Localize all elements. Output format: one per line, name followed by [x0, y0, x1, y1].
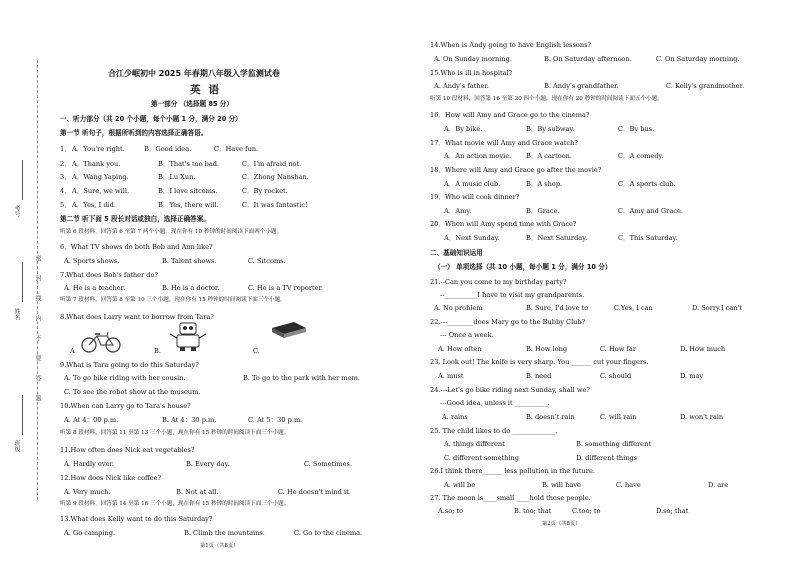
- question-23-stem: 23. Look out! The knife is very sharp. You ______ cut your fingers.: [430, 358, 649, 366]
- question-11-stem: 11.How often does Nick eat vegetables?: [60, 446, 195, 454]
- option-c: C. Kelly's grandmother.: [666, 82, 745, 90]
- question-21-stem: 21.--Can you come to my birthday party?: [430, 278, 567, 286]
- option-a: A. How often: [438, 345, 482, 353]
- listening-note-10: 听第 10 段材料，回答第 16 至第 20 四个小题，现在你有 20 秒钟的时间阅读下面五个小题。: [430, 96, 663, 102]
- option-d: D. How much: [680, 345, 726, 353]
- option-a: A. Andy's father.: [434, 82, 489, 90]
- question-22-stem: 22.---________does Mary go to the Bubby Club?: [430, 318, 586, 326]
- option-a: A．By bike.: [444, 125, 483, 133]
- listening-note-6: 听第 6 段材料，回答第 6 至第 7 两个小题。现在你有 10 秒钟的时间阅读下面两个小题。: [60, 229, 283, 235]
- question-6-stem: 6．What TV shows do both Bob and Ann like?: [60, 243, 213, 251]
- option-b: B. Andy's grandfather.: [544, 82, 619, 90]
- question-26-stem: 26.I think there______ less pollution in the future.: [430, 467, 595, 475]
- bike-picture: [81, 330, 121, 354]
- question-7-stem: 7.What does Bob's father do?: [60, 271, 159, 279]
- option-a: A. To go bike riding with her cousin.: [64, 374, 186, 382]
- option-c: C. Go to the cinema.: [294, 529, 363, 537]
- option-a: A. must: [438, 372, 464, 380]
- option-b: B. On Saturday afternoon.: [544, 55, 632, 63]
- option-b: B．By subway.: [526, 125, 575, 133]
- option-a: A. On Sunday morning.: [434, 55, 512, 63]
- option-d: D. may: [680, 372, 704, 380]
- question-17-stem: 17．What movie will Amy and Grace watch?: [430, 139, 578, 147]
- seal-char: 答: [34, 375, 41, 381]
- option-a: A．Amy.: [444, 207, 472, 215]
- option-c: C.: [253, 347, 260, 355]
- option-a: A．Next Sunday.: [444, 234, 500, 242]
- option-c: C. Sometimes.: [304, 460, 353, 468]
- option-b: B. At 4：30 p.m.: [162, 416, 217, 424]
- question-22-reply: --- Once a week.: [440, 331, 494, 339]
- option-c: C．Have fun.: [214, 145, 259, 153]
- seal-char: 密: [34, 255, 41, 261]
- seal-char: 不: [34, 335, 41, 341]
- question-24-reply: ---Good idea, unless it __________.: [440, 399, 550, 407]
- option-b: B. To go to the park with her mom.: [243, 374, 360, 382]
- option-c: C. On Saturday morning.: [656, 55, 740, 63]
- question-20-stem: 20．When will Amy spend time with Grace?: [430, 220, 577, 228]
- question-15-stem: 15.Who is ill in hospital?: [430, 69, 513, 77]
- option-a: A．You're right.: [72, 145, 125, 153]
- option-a: A．Wang Yaping.: [72, 173, 129, 181]
- subject-heading: 英语: [190, 84, 227, 96]
- option-b: B．A cartoon.: [526, 152, 573, 160]
- option-b: B. Not at all.: [176, 488, 219, 496]
- question-25-stem: 25. The child likes to do _____________.: [430, 427, 558, 435]
- option-a: A.so; to: [438, 507, 464, 515]
- option-c: C．I'm afraid not.: [242, 160, 302, 168]
- option-b: B. need: [526, 372, 552, 380]
- option-a: A．Yes, I did.: [72, 201, 116, 209]
- option-a: A: [70, 347, 75, 355]
- option-d: D. Sorry.I can't: [692, 304, 743, 312]
- exam-number-label: 考号: [13, 205, 20, 217]
- option-a: A. rains: [442, 413, 468, 421]
- option-b: B．I love sitcoms.: [158, 187, 218, 195]
- option-a: A. At 4：00 p.m.: [64, 416, 119, 424]
- option-a: A．An action movie.: [444, 152, 512, 160]
- option-b: B. He is a doctor.: [162, 284, 220, 292]
- option-c: C. different something: [444, 454, 519, 462]
- option-a: A．A music club.: [444, 180, 501, 188]
- option-c: C. should: [600, 372, 632, 380]
- question-12-stem: 12.How does Nick like coffee?: [60, 474, 162, 482]
- option-b: B.: [154, 347, 161, 355]
- option-c: C. How far: [600, 345, 636, 353]
- option-d: D. won't rain: [680, 413, 724, 421]
- section1-part1-instruction: 第一节 听句子，根据所听到的内容选择正确答语。: [60, 129, 208, 137]
- option-b: B．Yes, there will.: [158, 201, 219, 209]
- question-10-stem: 10.When can Larry go to Tara's house?: [60, 402, 191, 410]
- question-number: 4．: [60, 187, 71, 195]
- robot-picture: [168, 320, 208, 352]
- listening-note-8: 听第 8 段材料，回答第 11 至第 13 三个小题，现在你有 15 秒钟的时间阅读下面三个小题。: [60, 430, 290, 436]
- option-c: C. will rain: [600, 413, 637, 421]
- option-a: A. No problem: [434, 304, 483, 312]
- question-number: 5．: [60, 201, 71, 209]
- section2-part1-instruction: （一） 单项选择（共 10 小题，每小题 1 分，满分 10 分）: [434, 263, 612, 271]
- question-14-stem: 14.When is Andy going to have English lessons?: [430, 41, 592, 49]
- option-b: B．Lu Xun.: [158, 173, 196, 181]
- question-21-reply: --__________I have to visit my grandparents.: [440, 291, 585, 299]
- question-27-stem: 27. The moon is____small ____hold these people.: [430, 494, 591, 502]
- option-a: A. things different: [444, 440, 505, 448]
- listening-note-7: 听第 7 段材料，回答第 8 至第 10 三个小题。现在你有 15 秒钟的时间阅读下面三个小题。: [60, 297, 286, 303]
- option-b: B．Next Saturday.: [526, 234, 588, 242]
- question-number: 1．: [60, 145, 71, 153]
- option-c: C．A comedy.: [618, 152, 664, 160]
- option-b: B. How long: [526, 345, 568, 353]
- seal-char: 线: [34, 295, 41, 301]
- seal-char: 题: [34, 395, 41, 401]
- option-c: C．It was fantastic!: [242, 201, 308, 209]
- exam-number-line: [22, 160, 24, 200]
- option-c: C．By rocket.: [242, 187, 288, 195]
- seal-char: 要: [34, 355, 41, 361]
- name-line: [22, 262, 24, 302]
- option-c: C. To see the robot show at the museum.: [64, 388, 201, 396]
- section1-heading: 一、听力部分（共 20 个小题，每个小题 1 分，满分 20 分）: [60, 115, 242, 123]
- part1-heading: 第一部分 （选择题 85 分）: [151, 100, 233, 108]
- question-19-stem: 19．Who will cook dinner?: [430, 193, 520, 201]
- page-footer: 第2页（共8页）: [542, 521, 581, 527]
- question-number: 3．: [60, 173, 71, 181]
- option-b: B．A shop.: [526, 180, 563, 188]
- option-c: C.too; to: [572, 507, 601, 515]
- option-a: A. Very much.: [64, 488, 111, 496]
- option-b: B．That's too bad.: [158, 160, 220, 168]
- option-c: C．A sports club.: [618, 180, 676, 188]
- option-b: B. Sure, I'd love to: [526, 304, 589, 312]
- option-d: D.so; that: [656, 507, 689, 515]
- option-d: D. different things: [576, 454, 638, 462]
- seal-char: 封: [34, 275, 41, 281]
- question-8-stem: 8.What does Larry want to borrow from Tara?: [60, 313, 214, 321]
- option-c: C．Zhong Nanshan.: [242, 173, 309, 181]
- option-a: A. Hardly ever.: [64, 460, 114, 468]
- option-c: C. At 5：30 p.m.: [248, 416, 303, 424]
- option-a: A. will be: [444, 481, 476, 489]
- option-b: B. will have: [542, 481, 581, 489]
- option-b: B．Good idea.: [144, 145, 192, 153]
- question-13-stem: 13.What does Kelly want to do this Saturday?: [60, 515, 213, 523]
- exam-title: 合江少岷初中 2025 年春期八年级入学监测试卷: [108, 69, 280, 78]
- option-c: C. He doesn't mind it.: [278, 488, 351, 496]
- option-c: C. He is a TV reporter.: [248, 284, 324, 292]
- question-9-stem: 9.What is Tara going to do this Saturday?: [60, 361, 199, 369]
- option-b: B. too; that: [514, 507, 552, 515]
- question-24-stem: 24.---Let's go bike riding next Sunday, shall we?: [430, 386, 590, 394]
- section2-heading: 二、基础知识运用: [430, 249, 483, 257]
- option-d: D. are: [708, 481, 729, 489]
- question-number: 2．: [60, 160, 71, 168]
- option-c: C. Sitcoms.: [248, 257, 286, 265]
- option-b: B. something different: [576, 440, 651, 448]
- seal-char: 内: [34, 315, 41, 321]
- option-c: C．This Saturday.: [618, 234, 678, 242]
- option-a: A. Sports shows.: [64, 257, 120, 265]
- option-a: A．Thank you.: [72, 160, 121, 168]
- option-a: A. He is a teacher.: [64, 284, 126, 292]
- option-b: B. Climb the mountains.: [184, 529, 265, 537]
- option-c: C．Amy and Grace.: [618, 207, 684, 215]
- option-b: B. Talent shows.: [162, 257, 217, 265]
- question-18-stem: 18．Where will Amy and Grace go after the movie?: [430, 166, 602, 174]
- name-label: 姓名: [13, 308, 20, 320]
- option-c: C. have: [616, 481, 641, 489]
- listening-note-9: 听第 9 段材料，回答第 14 至第 16 三个小题，现在你有 15 秒钟的时间阅读下面三个小题。: [60, 501, 290, 507]
- book-picture: [268, 318, 308, 340]
- question-16-stem: 16．How will Amy and Grace go to the cinema?: [430, 111, 590, 119]
- option-a: A. Go camping.: [64, 529, 116, 537]
- option-b: B. Every day.: [186, 460, 230, 468]
- option-b: B．Grace.: [526, 207, 560, 215]
- class-line: [22, 395, 24, 435]
- section1-part2-instruction: 第二节 听下面 5 段长对话或独白，选择正确答案。: [60, 215, 210, 223]
- class-label: 班级: [13, 440, 20, 452]
- option-c: C.Yes, I can: [614, 304, 653, 312]
- option-a: A．Sure, we will.: [72, 187, 130, 195]
- option-c: C．By bus.: [618, 125, 655, 133]
- option-b: B. doesn't rain: [526, 413, 575, 421]
- page-footer: 第1页（共8页）: [200, 543, 239, 549]
